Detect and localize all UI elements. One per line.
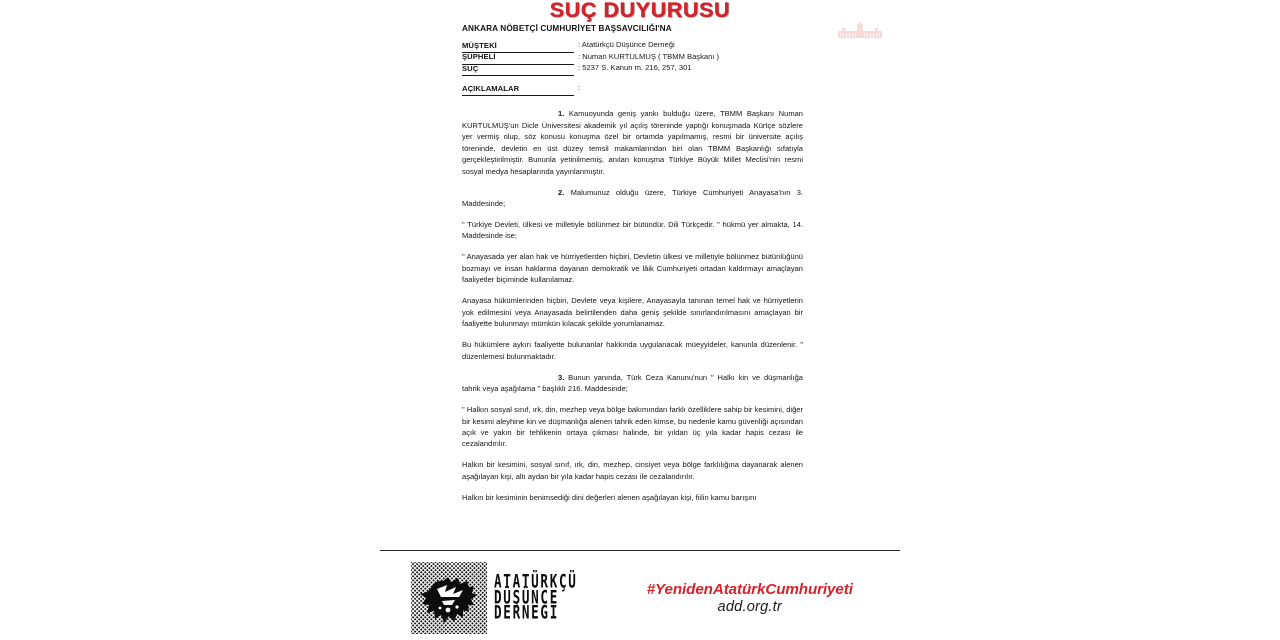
logo-line-3: DERNEĞİ bbox=[494, 601, 559, 624]
paragraph-10-text: Halkın bir kesiminin benimsediği dini değerleri alenen aşağılayan kişi, fiilin kamu barışını bbox=[462, 492, 757, 502]
paragraph-3 bbox=[462, 219, 803, 242]
paragraph-1-text: Kamuoyunda geniş yankı bulduğu üzere, TBMM Başkanı Numan KURTULMUŞ'un Dicle Üniversitesi akademik yıl açılış töreninde yaptığı konuşmada Kürtçe sözlere yer vermiş olup, söz konusu konuşma özel bir ortamda yapılmamış, resmi bir üniversite açılış töreninde, devletin en üst düzey temsil makamlarından biri olan TBMM Başkanlığı sıfatıyla gerçekleştirilmiştir. Bununla yetinilmemiş, anılan konuşma Türkiye Büyük Millet Meclisi'nin resmi sosyal medya hesaplarında yayınlanmıştır. bbox=[462, 109, 803, 176]
paragraph-2 bbox=[462, 187, 803, 210]
party-value-suc: : 5237 S. Kanun m. 216, 257, 301 bbox=[578, 63, 692, 73]
page-watermark-icon bbox=[838, 22, 882, 40]
footer-banner bbox=[380, 556, 900, 640]
page-title: SUÇ DUYURUSU bbox=[549, 0, 731, 22]
party-value-supheli: : Numan KURTULMUŞ ( TBMM Başkanı ) bbox=[578, 51, 720, 61]
explanations-label: AÇIKLAMALAR bbox=[462, 84, 574, 96]
party-label-suc: SUÇ bbox=[462, 64, 574, 76]
document-body bbox=[462, 0, 803, 513]
party-value-musteki: : Atatürkçü Düşünce Derneği bbox=[578, 40, 675, 49]
add-logo bbox=[411, 562, 578, 634]
paragraph-8-text: " Halkın sosyal sınıf, ırk, din, mezhep veya bölge bakımından farklı özelliklere sahip bir kesimini, diğer bir kesimi aleyhine kin ve düşmanlığa alenen tahrik eden kimse, bu nedenle kamu güvenliği açısından açık ve yakın bir tehlikenin ortaya çıkması halinde, bir yıldan üç yıla kadar hapis cezası ile cezalandırılır. bbox=[462, 405, 803, 449]
table-row bbox=[462, 41, 803, 53]
paragraph-4 bbox=[462, 251, 803, 285]
paragraph-3-text: " Türkiye Devleti, ülkesi ve milletiyle bölünmez bir bütündür. Dili Türkçedir. " hükmü yer almakta, 14. Maddesinde ise; bbox=[462, 219, 803, 241]
paragraph-10 bbox=[462, 492, 803, 503]
paragraph-9 bbox=[462, 459, 803, 482]
website-url[interactable]: add.org.tr bbox=[717, 599, 782, 615]
paragraph-5 bbox=[462, 295, 803, 329]
paragraph-1-number: 1. bbox=[558, 109, 565, 119]
paragraph-9-text: Halkın bir kesimini, sosyal sınıf, ırk, din, mezhep, cinsiyet veya bölge farklılığına dayanarak alenen aşağılayan kişi, altı aydan bir yıla kadar hapis cezası ile cezalandırılır. bbox=[462, 460, 803, 481]
paragraph-2-text: Malumunuz olduğu üzere, Türkiye Cumhuriyeti Anayasa'nın 3. Maddesinde; bbox=[462, 187, 803, 208]
footer-slogan bbox=[618, 581, 900, 615]
paragraph-8 bbox=[462, 404, 803, 450]
paragraph-1 bbox=[462, 108, 803, 177]
logo-line-2: DÜŞÜNCE bbox=[494, 585, 559, 608]
explanations-value: : bbox=[578, 83, 581, 93]
paragraph-7 bbox=[462, 372, 803, 395]
paragraph-list bbox=[462, 108, 803, 503]
paragraph-7-number: 3. bbox=[558, 372, 565, 382]
party-label-supheli: ŞÜPHELİ bbox=[462, 53, 574, 65]
add-logo-wordmark bbox=[494, 562, 578, 634]
paragraph-5-text: Anayasa hükümlerinden hiçbiri, Devlete veya kişilere, Anayasayla tanınan temel hak ve hürriyetlerin yok edilmesini veya Anayasada belirtilenden daha geniş şekilde sınırlandırılmasını amaçlayan bir faaliyette bulunmayı mümkün kılacak şekilde yorumlanamaz. bbox=[462, 296, 803, 329]
campaign-hashtag: #YenidenAtatürkCumhuriyeti bbox=[646, 581, 853, 598]
table-spacer-row bbox=[462, 76, 803, 85]
paragraph-4-text: " Anayasada yer alan hak ve hürriyetlerden hiçbiri, Devletin ülkesi ve milletiyle bölünmez bütünlüğünü bozmayı ve insan haklarına dayanan demokratik ve lâik Cumhuriyeti ortadan kaldırmayı amaçlayan faaliyetler biçiminde kullanılamaz. bbox=[462, 252, 803, 285]
paragraph-7-text: Bunun yanında, Türk Ceza Kanunu'nun " Halkı kin ve düşmanlığa tahrik veya aşağılama " başlıklı 216. Maddesinde; bbox=[462, 372, 803, 394]
party-label-musteki: MÜŞTEKİ bbox=[462, 41, 574, 53]
table-row bbox=[462, 84, 803, 96]
paragraph-2-number: 2. bbox=[558, 187, 565, 197]
logo-line-1: ATATÜRKÇÜ bbox=[494, 570, 578, 593]
footer-divider bbox=[380, 550, 900, 551]
parties-table bbox=[462, 41, 803, 96]
table-row bbox=[462, 64, 803, 76]
paragraph-6 bbox=[462, 339, 803, 362]
ataturk-silhouette-icon bbox=[411, 562, 487, 634]
paragraph-6-text: Bu hükümlere aykırı faaliyette bulunanlar hakkında uygulanacak müeyyideler, kanunla düzenlenir. " düzenlemesi bulunmaktadır. bbox=[462, 340, 803, 361]
addressee-line: ANKARA NÖBETÇİ CUMHURİYET BAŞSAVCILIĞI'NA bbox=[462, 24, 672, 33]
